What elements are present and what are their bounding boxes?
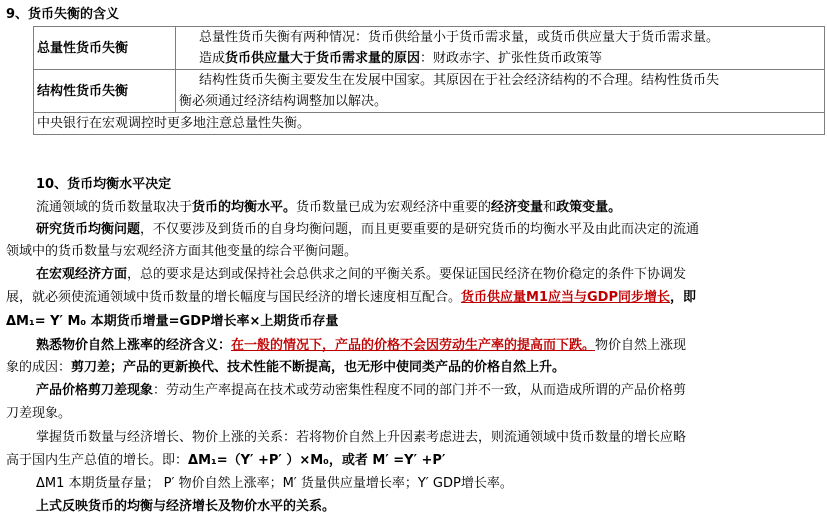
text-run-bold: 经济变量: [491, 200, 544, 215]
row-label-structural: 结构性货币失衡: [34, 70, 176, 113]
formula-text: ΔM₁=（Y′ +P′ ）×M₀，或者 M′ =Y′ +P′: [188, 453, 446, 468]
structural-line-1: 结构性货币失衡主要发生在发展中国家。其原因在于社会经济结构的不合理。结构性货币失: [199, 73, 720, 88]
row-content-structural: [176, 70, 825, 113]
text-run: ΔM1 本期货量存量； P′ 物价自然上涨率；M′ 货量供应量增长率；Y′ GDP增长率。: [36, 476, 513, 491]
section-9-heading: 9、货币失衡的含义: [6, 7, 120, 22]
text-run-bold: 熟悉物价自然上涨率的经济含义: [36, 338, 219, 353]
aggregate-line-1: 总量性货币失衡有两种情况：货币供给量小于货币需求量，或货币供应量大于货币需求量。: [199, 30, 720, 45]
section-10-heading: 10、货币均衡水平决定: [36, 177, 172, 192]
text-run-bold: 在宏观经济方面: [36, 267, 128, 282]
text-run: ，总的要求是达到或保持社会总供求之间的平衡关系。要保证国民经济在物价稳定的条件下协调发: [127, 267, 687, 282]
text-run: 掌握货币数量与经济增长、物价上涨的关系：若将物价自然上升因素考虑进去，则流通领域中货币数量的增长应略: [36, 430, 687, 445]
red-highlight: 在一般的情况下，产品的价格不会因劳动生产率的提高而下跌。: [231, 338, 596, 353]
paragraph-4-line-2: [6, 358, 824, 378]
text-run-bold: 政策变量。: [556, 200, 622, 215]
text-run-bold: 剪刀差；产品的更新换代、技术性能不断提高，也无形中使同类产品的价格自然上升。: [71, 360, 566, 375]
aggregate-line-2-post: ：财政赤字、扩张性货币政策等: [420, 51, 603, 66]
row-label-aggregate: 总量性货币失衡: [34, 27, 176, 70]
text-run: 物价自然上涨现: [595, 338, 687, 353]
table-row: [34, 27, 825, 70]
text-run: 和: [543, 200, 557, 215]
imbalance-table: [33, 26, 825, 135]
paragraph-3-line-1: [6, 265, 824, 285]
paragraph-6-line-2: [6, 451, 824, 471]
aggregate-line-2-pre: 造成: [199, 51, 226, 66]
formula-line-1: ΔM₁= Y′ M₀ 本期货币增量=GDP增长率×上期货币存量: [6, 314, 339, 329]
red-highlight: 货币供应量M1应当与GDP同步增长: [461, 290, 670, 305]
paragraph-2-line-2: 领域中的货币数量与宏观经济方面其他变量的综合平衡问题。: [6, 244, 358, 259]
text-run-bold: 产品价格剪刀差现象: [36, 383, 154, 398]
paragraph-5-line-1: [6, 381, 824, 401]
paragraph-7: [6, 474, 824, 494]
paragraph-3-line-2: [6, 288, 824, 308]
row-content-aggregate: [176, 27, 825, 70]
text-run: ：劳动生产率提高在技术或劳动密集性程度不同的部门并不一致，从而造成所谓的产品价格剪: [153, 383, 687, 398]
text-run: 高于国内生产总值的增长。即：: [6, 453, 189, 468]
table-row: [34, 113, 825, 135]
structural-line-2: 衡必须通过经济结构调整加以解决。: [179, 94, 388, 109]
paragraph-4-line-1: [6, 336, 824, 356]
text-run: 流通领域的货币数量取决于: [36, 200, 193, 215]
paragraph-1: [6, 198, 824, 218]
text-run-bold: 研究货币均衡问题: [36, 222, 141, 237]
text-run: ，不仅要涉及到货币的自身均衡问题，而且更要重要的是研究货币的均衡水平及由此而决定的流通: [140, 222, 700, 237]
paragraph-5-line-2: 刀差现象。: [6, 406, 72, 421]
text-run-bold: ，即: [670, 290, 697, 305]
text-run-bold: 货币的均衡水平。: [192, 200, 297, 215]
table-row: [34, 70, 825, 113]
text-run: 货币数量已成为宏观经济中重要的: [296, 200, 492, 215]
central-bank-note: 中央银行在宏观调控时更多地注意总量性失衡。: [34, 113, 825, 135]
aggregate-line-2-bold: 货币供应量大于货币需求量的原因: [225, 51, 421, 66]
paragraph-8: [6, 497, 824, 517]
paragraph-6-line-1: [6, 428, 824, 448]
text-run: 展，就必须使流通领域中货币数量的增长幅度与国民经济的增长速度相互配合。: [6, 290, 462, 305]
paragraph-2-line-1: [6, 220, 824, 240]
text-run: 象的成因：: [6, 360, 72, 375]
text-run-bold: 上式反映货币的均衡与经济增长及物价水平的关系。: [36, 499, 336, 514]
text-run-bold: ：: [218, 338, 232, 353]
